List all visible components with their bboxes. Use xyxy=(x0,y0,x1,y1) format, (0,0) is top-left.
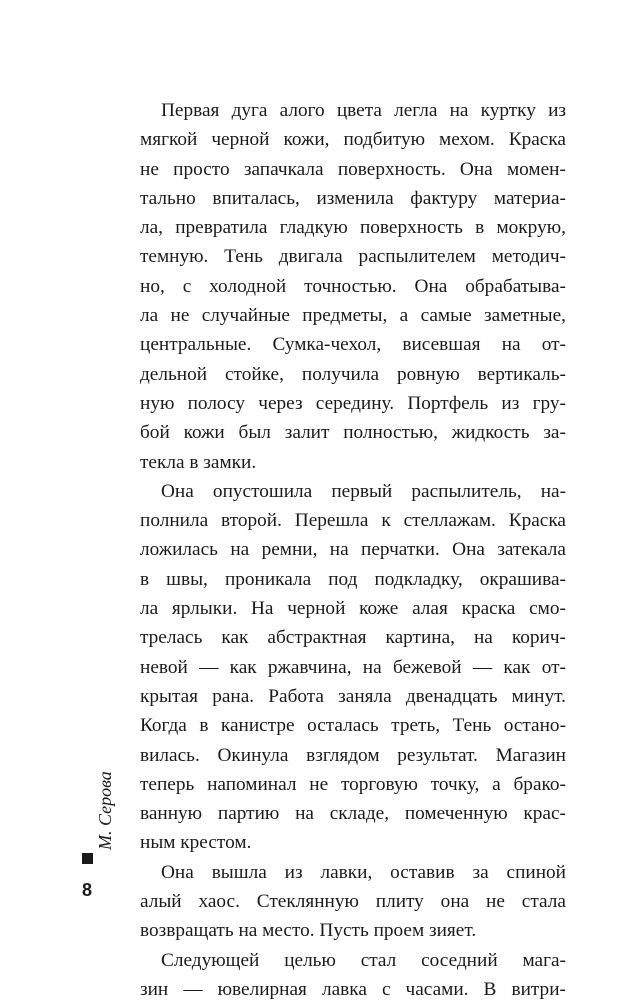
text-line: дельной стойке, получила ровную вертикаль- xyxy=(140,363,566,385)
paragraph xyxy=(140,858,566,946)
text-line: не просто запачкала поверхность. Она момен- xyxy=(140,158,566,180)
text-line: мягкой черной кожи, подбитую мехом. Краска xyxy=(140,129,566,151)
running-head-author: М. Серова xyxy=(95,771,115,850)
text-line: ла не случайные предметы, а самые заметные, xyxy=(140,305,566,327)
body-text xyxy=(140,96,566,1004)
text-line: ложилась на ремни, на перчатки. Она затекала xyxy=(140,539,566,561)
text-line: ную полосу через середину. Портфель из гру- xyxy=(140,392,566,414)
text-line: темную. Тень двигала распылителем методич- xyxy=(140,246,566,268)
page-number: 8 xyxy=(82,880,93,900)
text-line: невой — как ржавчина, на бежевой — как от- xyxy=(140,656,566,678)
text-line: алый хаос. Стеклянную плиту она не стала xyxy=(140,891,566,913)
text-line: ла ярлыки. На черной коже алая краска смо- xyxy=(140,598,566,620)
text-line: тально впиталась, изменила фактуру материа- xyxy=(140,187,566,209)
paragraph xyxy=(140,946,566,1004)
text-line: бой кожи был залит полностью, жидкость за- xyxy=(140,422,566,444)
text-line: ванную партию на складе, помеченную крас- xyxy=(140,803,566,825)
text-line: Первая дуга алого цвета легла на куртку из xyxy=(161,100,566,121)
text-line: полнила второй. Перешла к стеллажам. Краска xyxy=(140,510,566,532)
text-line: Она опустошила первый распылитель, на- xyxy=(161,480,566,502)
text-line: вилась. Окинула взглядом результат. Магазин xyxy=(140,744,566,766)
paragraph xyxy=(140,96,566,477)
text-line: зин — ювелирная лавка с часами. В витри- xyxy=(140,978,566,1000)
text-line: текла в замки. xyxy=(140,451,257,473)
paragraph xyxy=(140,477,566,858)
text-line: центральные. Сумка-чехол, висевшая на от- xyxy=(140,334,566,356)
text-line: Она вышла из лавки, оставив за спиной xyxy=(161,861,566,883)
text-line: ла, превратила гладкую поверхность в мокрую, xyxy=(140,217,566,239)
text-line: Следующей целью стал соседний мага- xyxy=(161,949,566,971)
text-line: теперь напоминал не торговую точку, а брако- xyxy=(140,773,566,795)
text-line: Когда в канистре осталась треть, Тень остано- xyxy=(140,715,566,737)
text-line: но, с холодной точностью. Она обрабатыва- xyxy=(140,275,566,297)
text-line: в швы, проникала под подкладку, окрашива- xyxy=(140,568,566,590)
running-head-square-icon xyxy=(82,853,93,864)
text-line: возвращать на место. Пусть проем зияет. xyxy=(140,920,477,942)
text-line: трелась как абстрактная картина, на корич- xyxy=(140,627,566,649)
text-line: ным крестом. xyxy=(140,832,252,854)
text-line: крытая рана. Работа заняла двенадцать минут. xyxy=(140,685,566,707)
